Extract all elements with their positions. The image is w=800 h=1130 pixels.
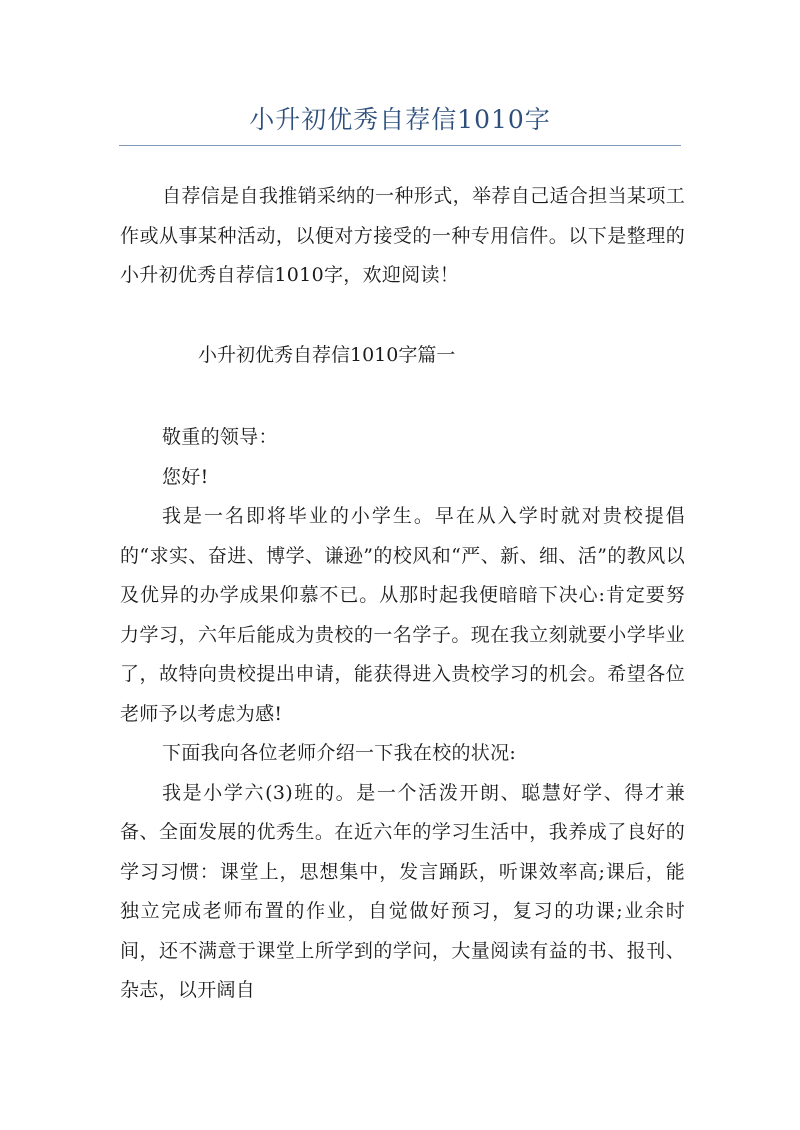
title-divider [119,145,681,146]
section-heading: 小升初优秀自荐信1010字篇一 [198,344,456,366]
letter-body [120,418,685,1011]
body-paragraph-2: 下面我向各位老师介绍一下我在校的状况: [162,742,517,764]
body-paragraph-3: 我是小学六(3)班的。是一个活泼开朗、聪慧好学、得才兼备、全面发展的优秀生。在近六年的学习生活中，我养成了良好的学习习惯：课堂上，思想集中，发言踊跃，听课效率高;课后，能独立完成老师布置的作业，自觉做好预习，复习的功课;业余时间，还不满意于课堂上所学到的学问，大量阅读有益的书、报刊、杂志，以开阔自 [120,781,685,1001]
body-paragraph-1: 我是一名即将毕业的小学生。早在从入学时就对贵校提倡的“求实、奋进、博学、谦逊”的校风和“严、新、细、活”的教风以及优异的办学成果仰慕不已。从那时起我便暗暗下决心:肯定要努力学习，六年后能成为贵校的一名学子。现在我立刻就要小学毕业了，故特向贵校提出申请，能获得进入贵校学习的机会。希望各位老师予以考虑为感! [120,505,685,725]
greeting: 您好! [162,465,209,488]
document-title: 小升初优秀自荐信1010字 [249,105,551,134]
intro-paragraph: 自荐信是自我推销采纳的一种形式，举荐自己适合担当某项工作或从事某种活动，以便对方接受的一种专用信件。以下是整理的小升初优秀自荐信1010字，欢迎阅读！ [120,185,685,286]
salutation: 敬重的领导： [162,426,278,448]
